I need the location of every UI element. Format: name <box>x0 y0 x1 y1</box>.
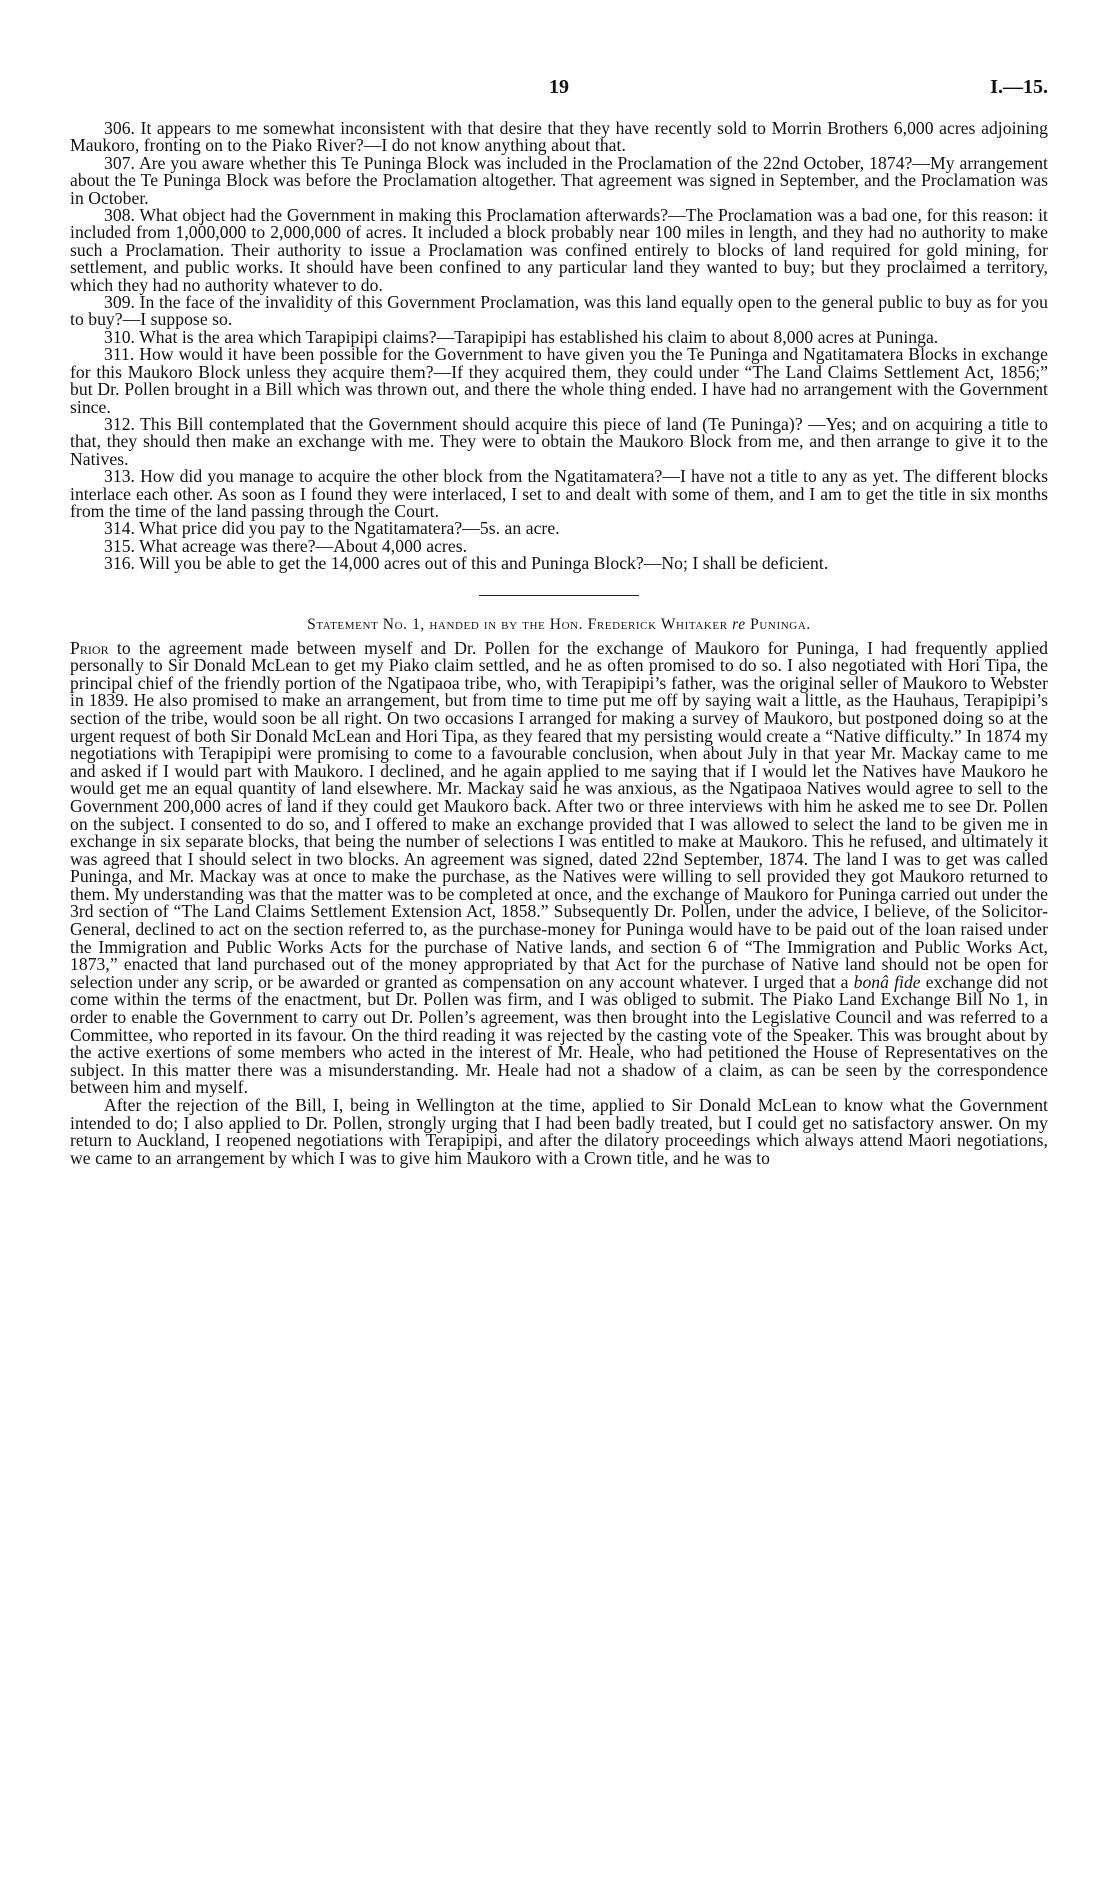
qa-paragraph-309: 309. In the face of the invalidity of this Government Proclamation, was this land equally open to the general public to buy as for you to buy?—I suppose so. <box>70 292 1048 330</box>
qa-paragraph-315: 315. What acreage was there?—About 4,000 acres. <box>104 535 468 556</box>
document-reference: I.—15. <box>990 76 1048 98</box>
qa-paragraph-316: 316. Will you be able to get the 14,000 acres out of this and Puninga Block?—No; I shall be deficient. <box>104 553 829 574</box>
statement-paragraph-1-part-a: to the agreement made between myself and Dr. Pollen for the exchange of Maukoro for Puninga, I had frequently applied personally to Sir Donald McLean to get my Piako claim settled, and he as often promised to do so. I also negotiated with Hori Tipa, the principal chief of the friendly portion of the Ngatipaoa tribe, who, with Terapipipi’s father, was the original seller of Maukoro to Webster in 1839. He also promised to make an arrangement, but from time to time put me off by saying wait a little, as the Hauhaus, Terapipipi’s section of the tribe, would soon be all right. On two occasions I arranged for making a survey of Maukoro, but postponed doing so at the urgent request of both Sir Donald McLean and Hori Tipa, as they feared that my persisting would create a “Native difficulty.” In 1874 my negotiations with Terapipipi were promising to come to a favourable conclusion, when about July in that year Mr. Mackay came to me and asked if I would part with Maukoro. I declined, and he again applied to me saying that if I would let the Natives have Maukoro he would get me an equal quantity of land elsewhere. Mr. Mackay said he was anxious, as the Ngatipaoa Natives would agree to sell to the Government 200,000 acres of land if they could get Maukoro back. After two or three interviews with him he asked me to see Dr. Pollen on the subject. I consented to do so, and I offered to make an exchange provided that I was allowed to select the land to be given me in exchange in six separate blocks, that being the number of selections I was entitled to make at Maukoro. This he refused, and ultimately it was agreed that I should select in two blocks. An agreement was signed, dated 22nd September, 1874. The land I was to get was called Puninga, and Mr. Mackay was at once to make the purchase, as the Natives were willing to sell provided they got Maukoro returned to them. My understanding was that the matter was to be completed at once, and the exchange of Maukoro for Puninga carried out under the 3rd section of “The Land Claims Settlement Extension Act, 1858.” Subsequently Dr. Pollen, under the advice, I believe, of the Solicitor-General, declined to act on the section referred to, as the purchase-money for Puninga would have to be paid out of the loan raised under the Immigration and Public Works Acts for the purchase of Native lands, and section 6 of “The Immigration and Public Works Act, 1873,” enacted that land purchased out of the money appropriated by that Act for the purchase of Native land should not be open for selection under any scrip, or be awarded or granted as compensation on any account whatever. I urged that a <box>70 637 1048 992</box>
statement-title-place: Puninga. <box>750 615 811 633</box>
question-answer-section <box>70 120 1048 573</box>
statement-title-re: re <box>732 615 746 633</box>
statement-title <box>70 616 1048 634</box>
qa-paragraph-307: 307. Are you aware whether this Te Puninga Block was included in the Proclamation of the 22nd October, 1874?—My arrangement about the Te Puninga Block was before the Proclamation altogether. That agreement was signed in September, and the Proclamation was in October. <box>70 152 1048 208</box>
qa-paragraph-310: 310. What is the area which Tarapipipi claims?—Tarapipipi has established his claim to about 8,000 acres at Puninga. <box>104 326 939 347</box>
statement-paragraph-1-part-b: exchange did not come within the terms of the enactment, but Dr. Pollen was firm, and I was obliged to submit. The Piako Land Exchange Bill No 1, in order to enable the Government to carry out Dr. Pollen’s agreement, was then brought into the Legislative Council and was referred to a Committee, who reported in its favour. On the third reading it was rejected by the casting vote of the Speaker. This was brought about by the active exertions of some members who acted in the interest of Mr. Heale, who had petitioned the House of Representatives on the subject. In this matter there was a misunderstanding. Mr. Heale had not a shadow of a claim, as can be seen by the correspondence between him and myself. <box>70 971 1049 1098</box>
statement-paragraph-2: After the rejection of the Bill, I, being in Wellington at the time, applied to Sir Donald McLean to know what the Government intended to do; I also applied to Dr. Pollen, strongly urging that I had been badly treated, but I could get no satisfactory answer. On my return to Auckland, I reopened negotiations with Terapipipi, and after the dilatory proceedings which always attend Maori negotiations, we came to an arrangement by which I was to give him Maukoro with a Crown title, and he was to <box>70 1095 1048 1168</box>
qa-paragraph-312: 312. This Bill contemplated that the Government should acquire this piece of land (Te Puninga)? —Yes; and on acquiring a title to that, they should then make an exchange with me. They were to obtain the Maukoro Block from me, and then arrange to give it to the Natives. <box>70 413 1048 469</box>
qa-paragraph-311: 311. How would it have been possible for the Government to have given you the Te Puninga and Ngatitamatera Blocks in exchange for this Maukoro Block unless they acquire them?—If they acquired them, they could under “The Land Claims Settlement Act, 1856;” but Dr. Pollen brought in a Bill which was thrown out, and there the whole thing ended. I have had no arrangement with the Government since. <box>70 344 1048 417</box>
qa-paragraph-306: 306. It appears to me somewhat inconsistent with that desire that they have recently sold to Morrin Brothers 6,000 acres adjoining Maukoro, fronting on to the Piako River?—I do not know anything about that. <box>70 118 1048 156</box>
statement-lead-word: Prior <box>70 637 109 658</box>
page-number: 19 <box>549 76 569 98</box>
statement-title-main: Statement No. 1, handed in by the Hon. Frederick Whitaker <box>307 615 728 633</box>
qa-paragraph-313: 313. How did you manage to acquire the other block from the Ngatitamatera?—I have not a title to any as yet. The different blocks interlace each other. As soon as I found they were interlaced, I set to and dealt with some of them, and I am to get the title in six months from the time of the land passing through the Court. <box>70 466 1048 521</box>
section-divider <box>479 595 639 596</box>
qa-paragraph-308: 308. What object had the Government in making this Proclamation afterwards?—The Proclamation was a bad one, for this reason: it included from 1,000,000 to 2,000,000 of acres. It included a block probably near 100 miles in length, and they had no authority to make such a Proclamation. Their authority to issue a Proclamation was confined entirely to blocks of land required for gold mining, for settlement, and public works. It should have been confined to any particular land they wanted to buy; but they proclaimed a territory, which they had no authority whatever to do. <box>70 205 1048 295</box>
document-page <box>70 70 1048 1167</box>
page-header <box>70 70 1048 104</box>
statement-italic-phrase: bonâ fide <box>853 971 921 992</box>
qa-paragraph-314: 314. What price did you pay to the Ngatitamatera?—5s. an acre. <box>104 518 560 539</box>
statement-paragraph-1 <box>70 637 1049 1098</box>
